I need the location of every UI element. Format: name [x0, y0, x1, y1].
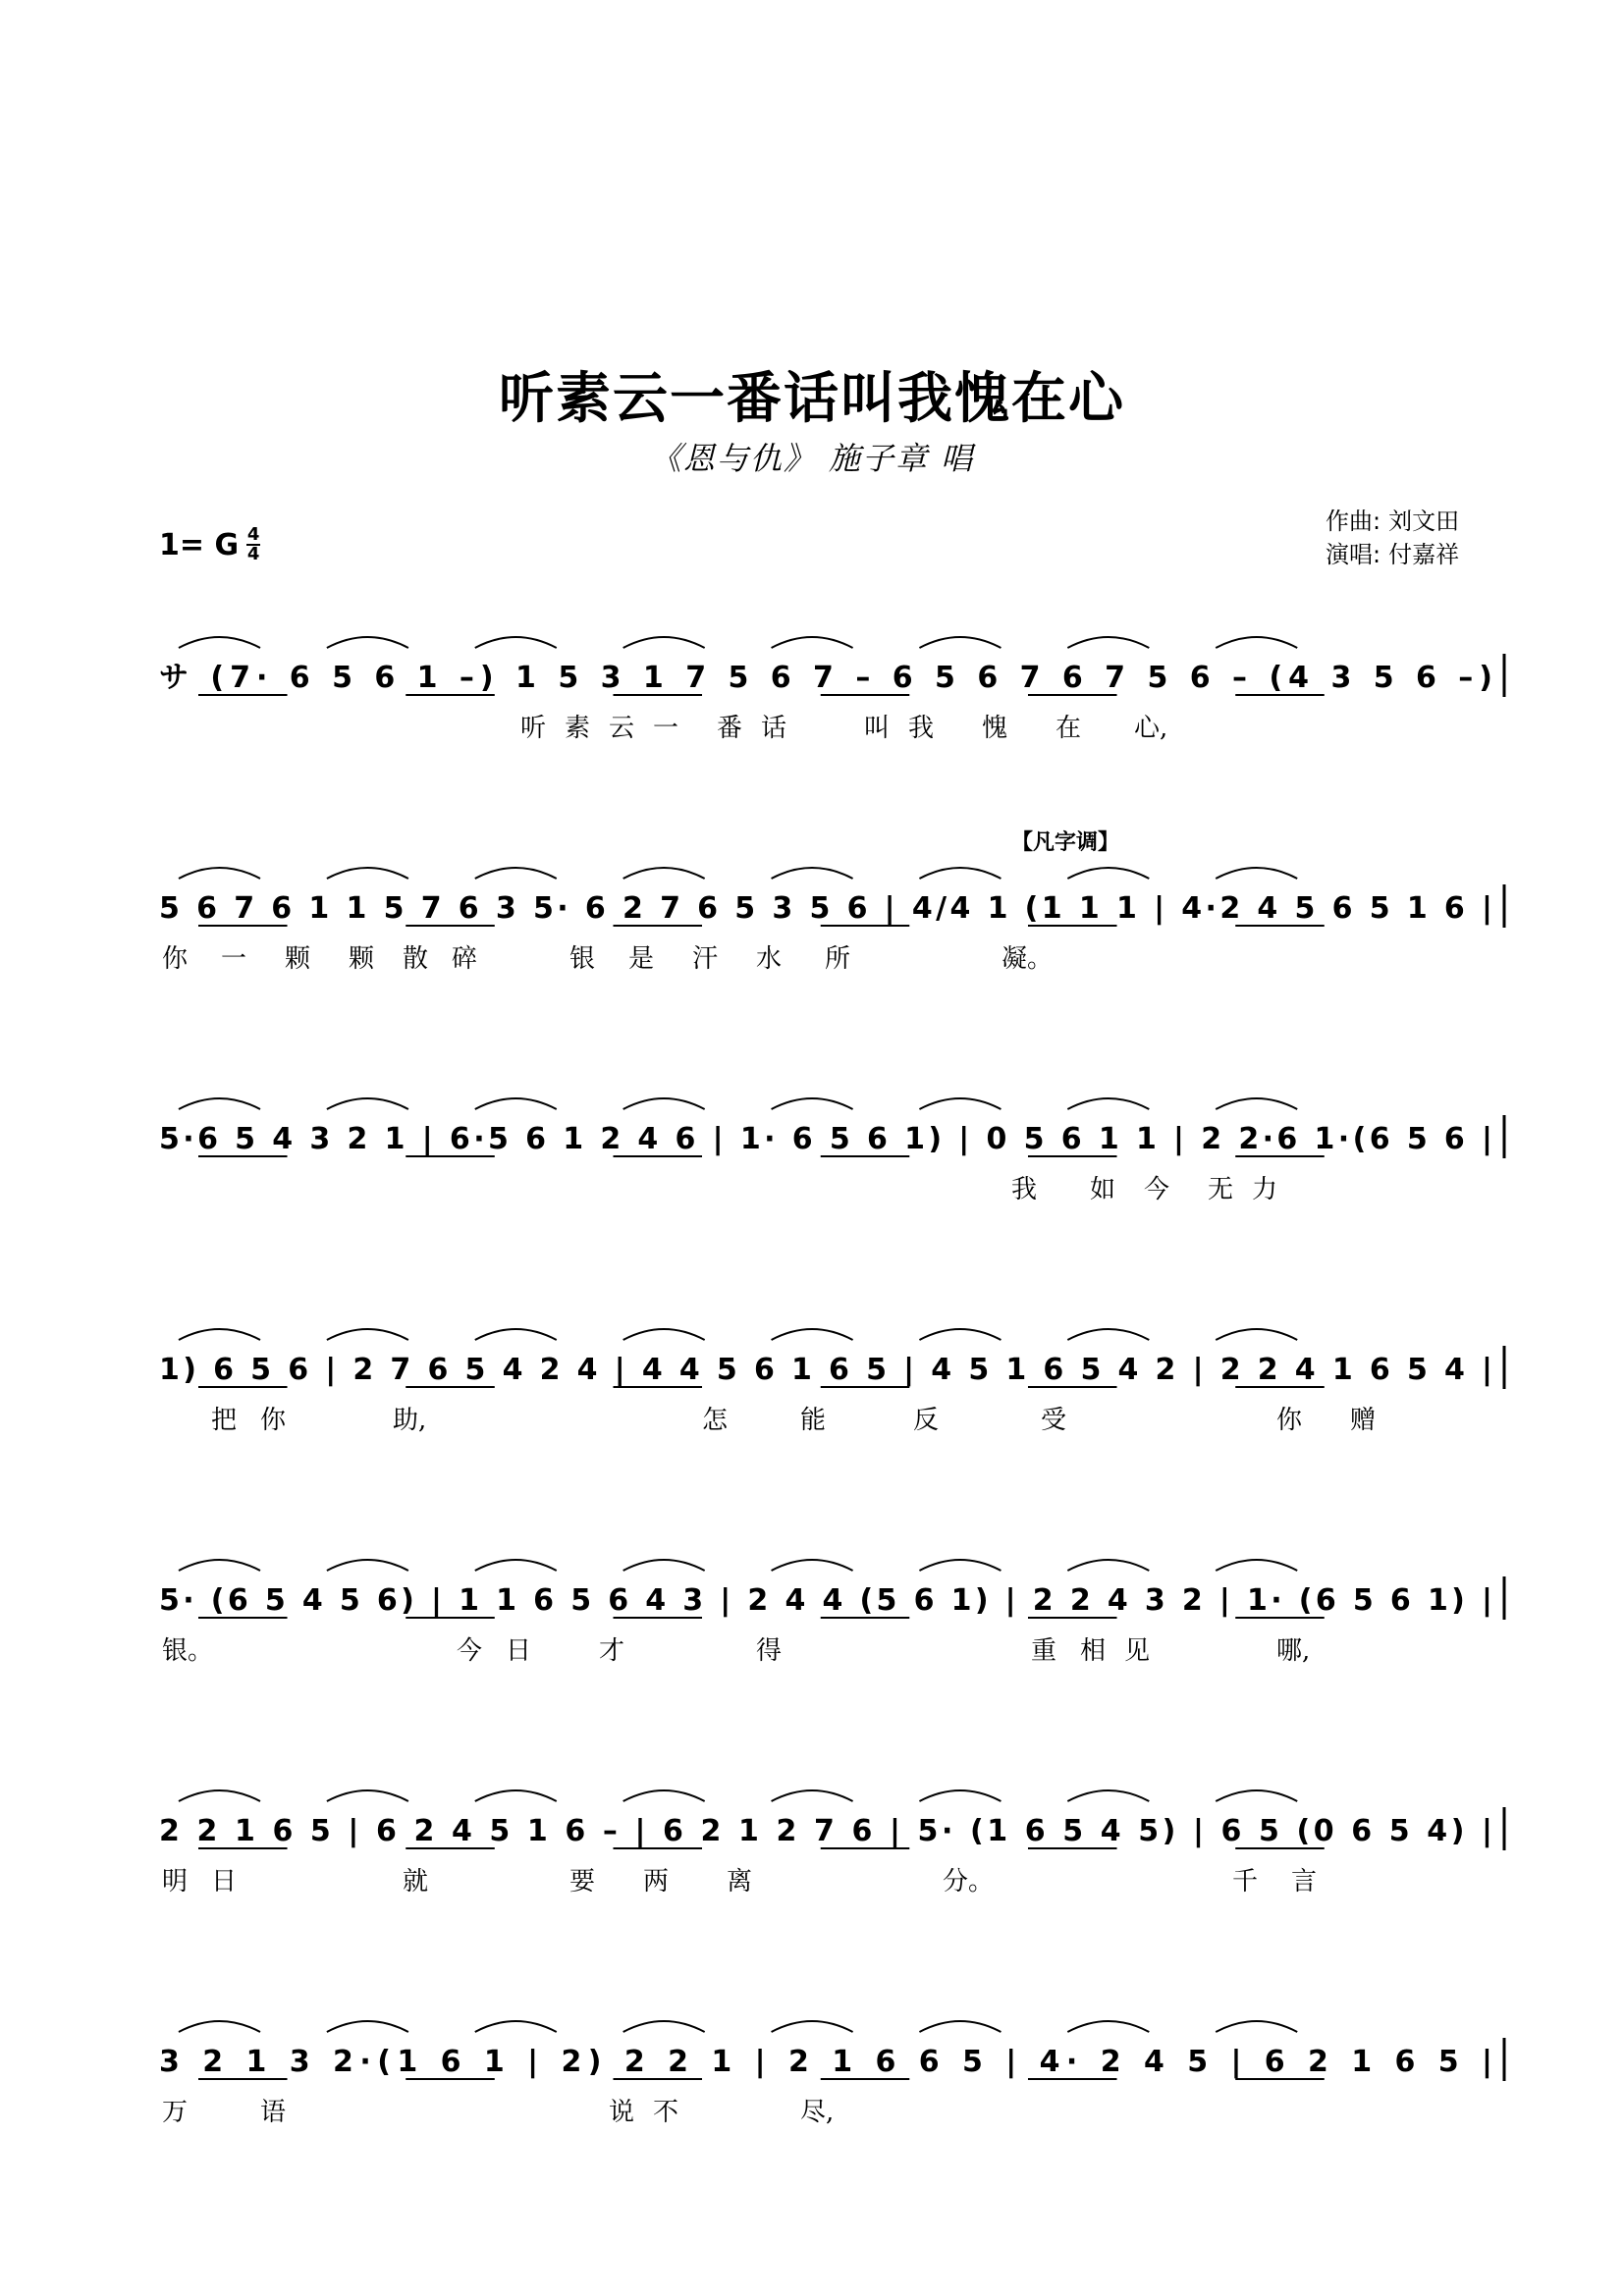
- slur: [1067, 1098, 1149, 1109]
- slur: [475, 1098, 557, 1109]
- lyric-char: 离: [727, 1867, 753, 1896]
- credit-role: 作曲:: [1326, 507, 1381, 535]
- slur: [179, 637, 260, 648]
- lyric-char: 今: [457, 1636, 483, 1666]
- key-label: 1= G: [159, 527, 240, 562]
- lyric-char: 心,: [1134, 714, 1168, 743]
- lyric-char: 水: [756, 944, 783, 974]
- slur: [1216, 1790, 1297, 1801]
- slur: [179, 1560, 260, 1571]
- lyric-char: 你: [260, 1406, 287, 1435]
- lyric-char: 力: [1252, 1175, 1278, 1204]
- slur: [623, 1329, 705, 1340]
- slur: [919, 637, 1001, 648]
- credit-name: 刘文田: [1388, 507, 1460, 535]
- slur: [327, 637, 408, 648]
- lyric-char: 素: [565, 714, 591, 743]
- time-bottom: 4: [246, 544, 260, 564]
- slur: [475, 1329, 557, 1340]
- lyric-char: 你: [162, 944, 189, 974]
- lyric-char: 云: [609, 714, 635, 743]
- slur: [919, 1560, 1001, 1571]
- lyric-char: 银: [569, 944, 596, 974]
- lyric-char: 赠: [1350, 1406, 1377, 1435]
- slur: [623, 637, 705, 648]
- lyric-char: 就: [403, 1867, 429, 1896]
- slur: [1216, 1098, 1297, 1109]
- lyric-char: 颗: [285, 944, 311, 974]
- lyric-char: 见: [1124, 1636, 1151, 1666]
- time-top: 4: [246, 524, 260, 545]
- lyric-char: 银。: [162, 1636, 214, 1666]
- lyric-char: 叫: [864, 714, 891, 743]
- lyric-char: 说: [609, 2098, 635, 2127]
- lyric-char: 是: [628, 944, 655, 974]
- slur: [919, 1790, 1001, 1801]
- slur: [1067, 868, 1149, 879]
- slur: [919, 868, 1001, 879]
- slur: [1067, 637, 1149, 648]
- slur: [327, 1560, 408, 1571]
- lyric-char: 两: [643, 1867, 670, 1896]
- lyric-char: 颗: [349, 944, 375, 974]
- lyric-char: 散: [403, 944, 429, 974]
- slur: [919, 1098, 1001, 1109]
- lyric-char: 日: [506, 1636, 532, 1666]
- lyric-char: 把: [211, 1406, 238, 1435]
- slur: [1067, 2021, 1149, 2032]
- lyric-char: 如: [1090, 1175, 1116, 1204]
- lyric-char: 汗: [692, 944, 719, 974]
- lyric-char: 你: [1276, 1406, 1303, 1435]
- slur: [919, 1329, 1001, 1340]
- slur: [1216, 1329, 1297, 1340]
- lyric-char: 听: [520, 714, 547, 743]
- lyric-char: 所: [825, 944, 851, 974]
- slur: [623, 1790, 705, 1801]
- slur: [772, 1329, 853, 1340]
- notation-line: 3 2 1 3 2·(1 6 1 | 2) 2 2 1 | 2 1 6 6 5 | 4· 2 4 5 | 6 2 1 6 5 |: [159, 2045, 1493, 2079]
- credit-name: 付嘉祥: [1388, 541, 1460, 568]
- slur: [327, 868, 408, 879]
- lyric-char: 怎: [702, 1406, 729, 1435]
- lyric-char: 一: [653, 714, 679, 743]
- slur: [475, 1790, 557, 1801]
- song-subtitle: 《恩与仇》 施子章 唱: [649, 440, 975, 477]
- lyric-char: 能: [800, 1406, 827, 1435]
- lyric-char: 碎: [452, 944, 478, 974]
- slur: [1067, 1790, 1149, 1801]
- song-title: 听素云一番话叫我愧在心: [499, 367, 1125, 431]
- lyric-char: 不: [653, 2098, 679, 2127]
- slur: [327, 1790, 408, 1801]
- lyric-char: 一: [221, 944, 247, 974]
- slur: [179, 868, 260, 879]
- lyric-char: 受: [1041, 1406, 1067, 1435]
- lyric-char: 凝。: [1001, 944, 1054, 974]
- lyric-char: 我: [908, 714, 935, 743]
- notation-line: 5 6 7 6 1 1 5 7 6 3 5· 6 2 7 6 5 3 5 6 | 4/4 1 (1 1 1 | 4·2 4 5 6 5 1 6 |: [159, 891, 1493, 926]
- slur: [623, 2021, 705, 2032]
- notation-line: 5·6 5 4 3 2 1 | 6·5 6 1 2 4 6 | 1· 6 5 6 1) | 0 5 6 1 1 | 2 2·6 1·(6 5 6 |: [159, 1122, 1492, 1156]
- lyric-char: 今: [1144, 1175, 1170, 1204]
- slur: [475, 2021, 557, 2032]
- lyric-char: 尽,: [800, 2098, 835, 2127]
- lyric-char: 愧: [982, 714, 1008, 743]
- slur: [623, 1560, 705, 1571]
- lyric-char: 日: [211, 1867, 238, 1896]
- slur: [1216, 1560, 1297, 1571]
- lyric-char: 语: [260, 2098, 287, 2127]
- key-change-marker: 【凡字调】: [1011, 830, 1120, 855]
- lyric-char: 分。: [943, 1867, 995, 1896]
- slur: [327, 1098, 408, 1109]
- slur: [179, 1790, 260, 1801]
- lyric-char: 相: [1080, 1636, 1107, 1666]
- notation-line: 1) 6 5 6 | 2 7 6 5 4 2 4 | 4 4 5 6 1 6 5 | 4 5 1 6 5 4 2 | 2 2 4 1 6 5 4 |: [159, 1353, 1493, 1387]
- slur: [179, 1329, 260, 1340]
- lyric-char: 反: [913, 1406, 940, 1435]
- lyric-char: 明: [162, 1867, 189, 1896]
- lyric-char: 话: [761, 714, 787, 743]
- lyric-char: 在: [1056, 714, 1082, 743]
- credit-role: 演唱:: [1326, 541, 1381, 568]
- lyric-char: 要: [569, 1867, 596, 1896]
- slur: [1216, 637, 1297, 648]
- slur: [327, 2021, 408, 2032]
- slur: [1067, 1560, 1149, 1571]
- lyric-char: 千: [1232, 1867, 1259, 1896]
- notation-line: 5· (6 5 4 5 6) | 1 1 6 5 6 4 3 | 2 4 4 (5 6 1) | 2 2 4 3 2 | 1· (6 5 6 1) |: [159, 1583, 1492, 1618]
- slur: [327, 1329, 408, 1340]
- lyric-char: 万: [162, 2098, 189, 2127]
- lyric-char: 助,: [393, 1406, 427, 1435]
- slur: [919, 2021, 1001, 2032]
- slur: [475, 1560, 557, 1571]
- slur: [1216, 868, 1297, 879]
- slur: [772, 868, 853, 879]
- slur: [772, 1560, 853, 1571]
- slur: [179, 1098, 260, 1109]
- slur: [1216, 2021, 1297, 2032]
- slur: [772, 1790, 853, 1801]
- lyric-char: 得: [756, 1636, 783, 1666]
- lyric-char: 重: [1031, 1636, 1057, 1666]
- lyric-char: 哪,: [1276, 1636, 1311, 1666]
- lyric-char: 才: [599, 1636, 625, 1666]
- slur: [475, 637, 557, 648]
- lyric-char: 无: [1208, 1175, 1234, 1204]
- slur: [475, 868, 557, 879]
- lyric-char: 言: [1291, 1867, 1318, 1896]
- slur: [623, 1098, 705, 1109]
- slur: [179, 2021, 260, 2032]
- lyric-char: 我: [1011, 1175, 1038, 1204]
- slur: [772, 2021, 853, 2032]
- notation-line: サ (7· 6 5 6 1 –) 1 5 3 1 7 5 6 7 – 6 5 6 7 6 7 5 6 – (4 3 5 6 –): [159, 661, 1492, 695]
- slur: [772, 637, 853, 648]
- slur: [772, 1098, 853, 1109]
- slur: [623, 868, 705, 879]
- slur: [1067, 1329, 1149, 1340]
- lyric-char: 番: [717, 714, 743, 743]
- notation-line: 2 2 1 6 5 | 6 2 4 5 1 6 – | 6 2 1 2 7 6 | 5· (1 6 5 4 5) | 6 5 (0 6 5 4) |: [159, 1814, 1493, 1848]
